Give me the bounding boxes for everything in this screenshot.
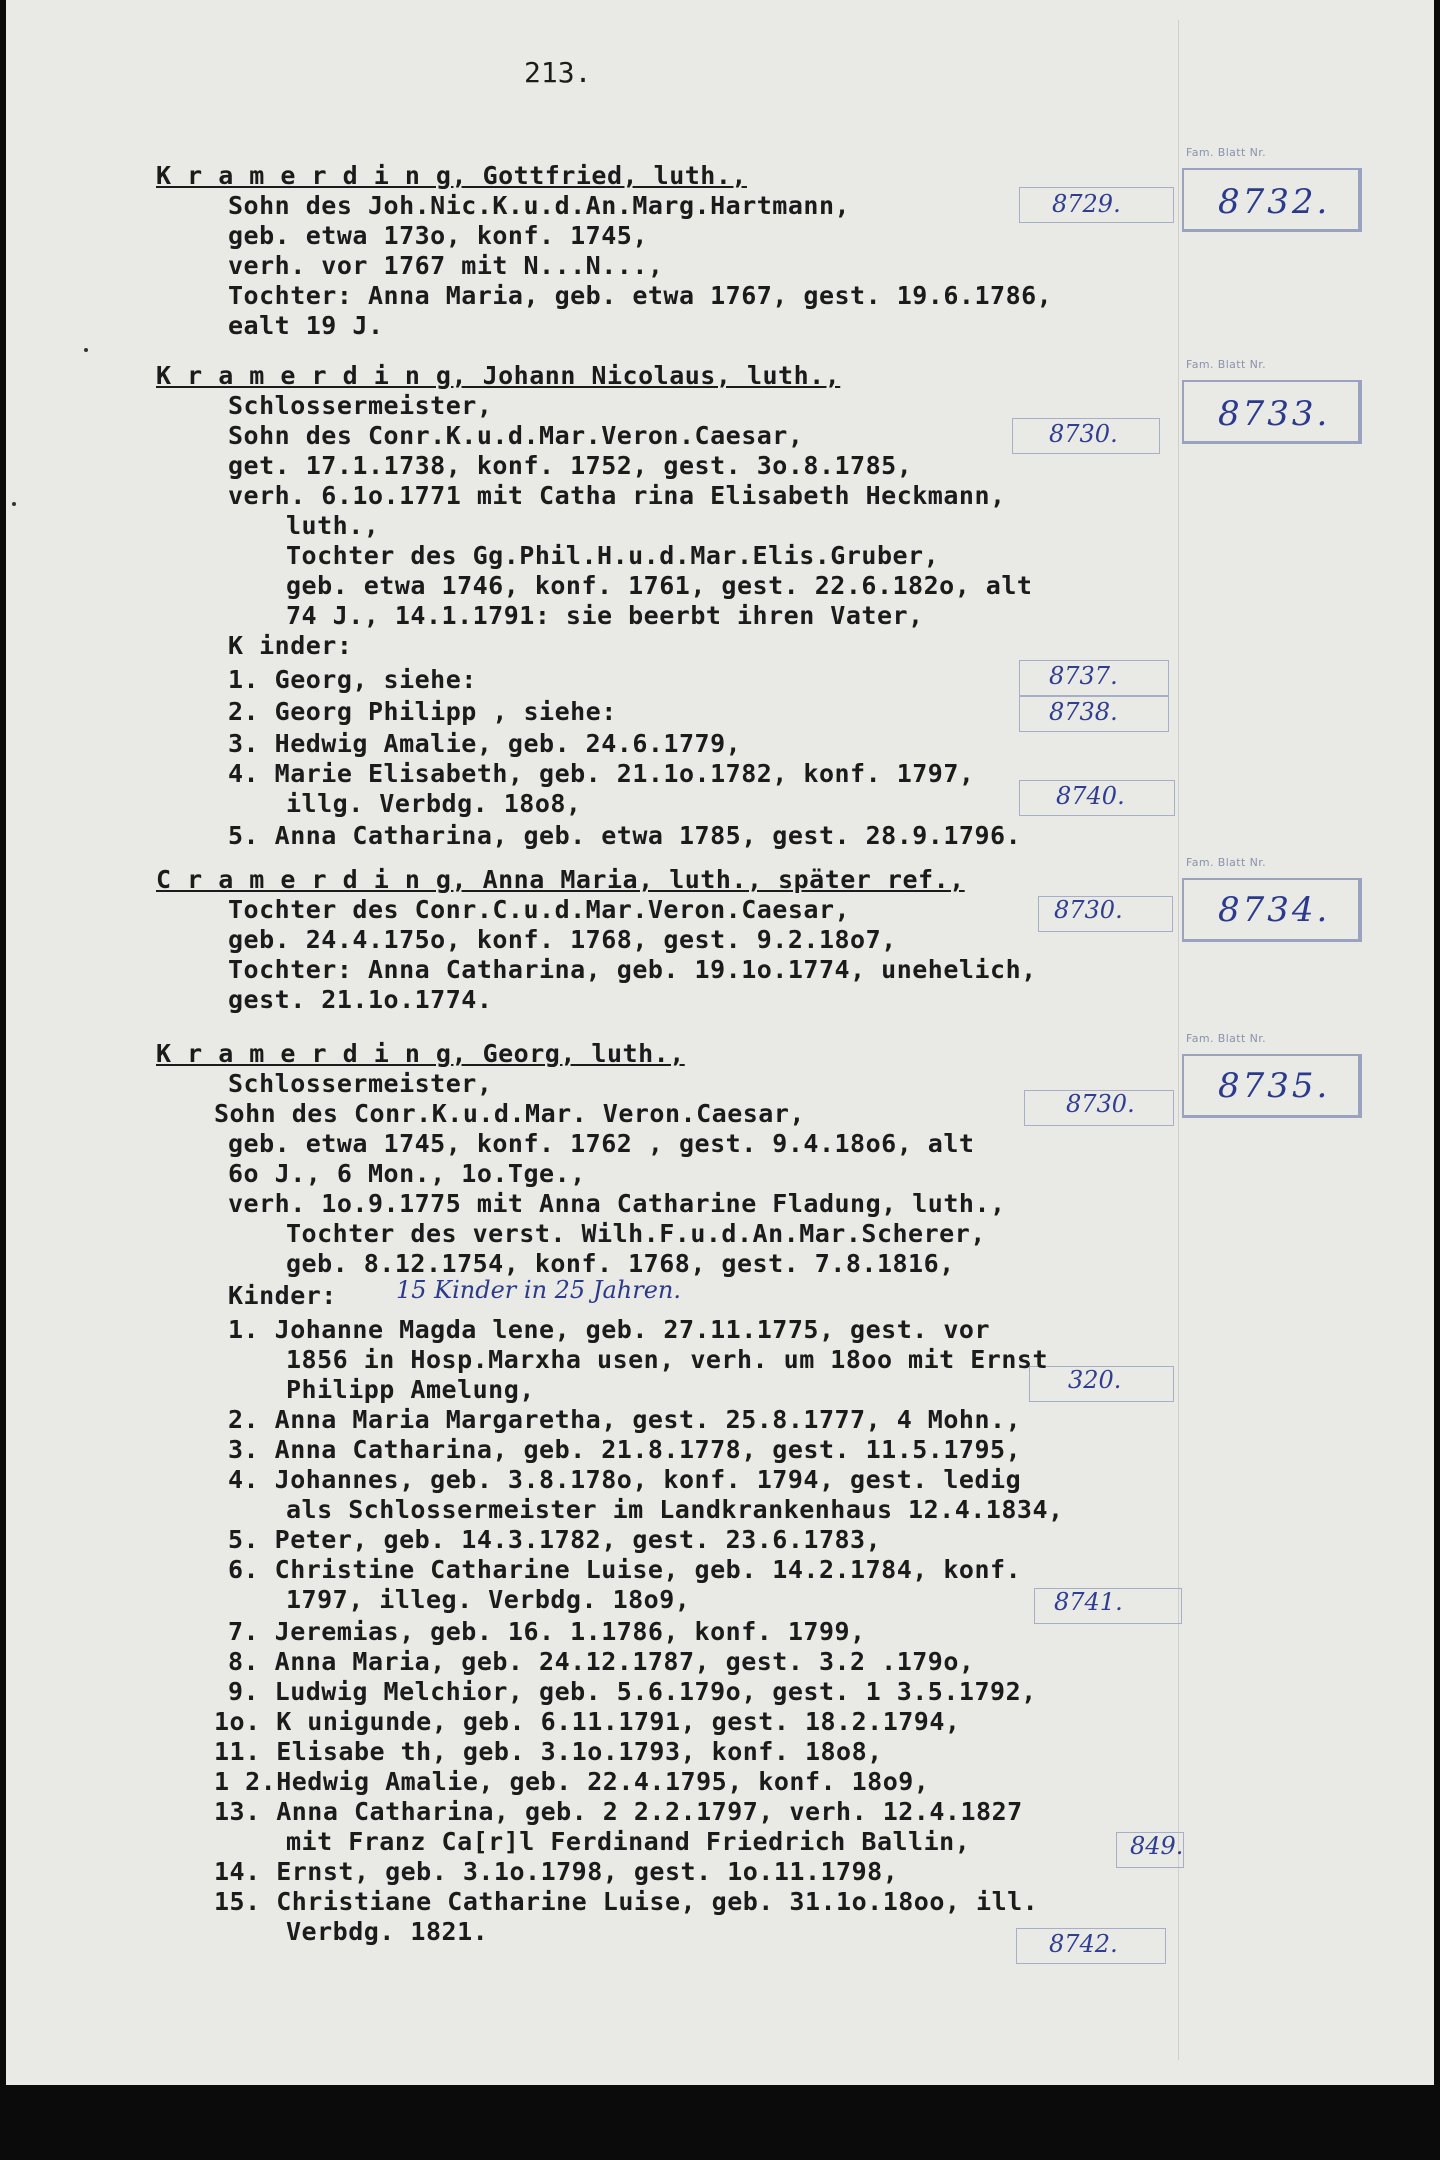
- entry-line: ealt 19 J.: [228, 311, 384, 340]
- entry-line: 6. Christine Catharine Luise, geb. 14.2.1784, konf.: [228, 1555, 1022, 1584]
- entry-line: get. 17.1.1738, konf. 1752, gest. 3o.8.1785,: [228, 451, 913, 480]
- entry-line: 9. Ludwig Melchior, geb. 5.6.179o, gest. 1 3.5.1792,: [228, 1677, 1037, 1706]
- entry-line: 13. Anna Catharina, geb. 2 2.2.1797, verh. 12.4.1827: [214, 1797, 1023, 1826]
- entry-line: Tochter: Anna Maria, geb. etwa 1767, gest. 19.6.1786,: [228, 281, 1053, 310]
- entry-line: 1 2.Hedwig Amalie, geb. 22.4.1795, konf. 18o9,: [214, 1767, 930, 1796]
- entry-line: 1797, illeg. Verbdg. 18o9,: [286, 1585, 691, 1614]
- entry-line: Tochter des Conr.C.u.d.Mar.Veron.Caesar,: [228, 895, 851, 924]
- column-divider: [1178, 20, 1179, 2060]
- entry-heading: K r a m e r d i n g, Gottfried, luth.,: [156, 161, 747, 190]
- entry-line: 3. Anna Catharina, geb. 21.8.1778, gest. 11.5.1795,: [228, 1435, 1022, 1464]
- fam-label: Fam. Blatt Nr.: [1186, 146, 1267, 159]
- ref-number: 8740.: [1056, 782, 1125, 810]
- ref-number: 849.: [1130, 1832, 1184, 1860]
- entry-line: 15. Christiane Catharine Luise, geb. 31.1o.18oo, ill.: [214, 1887, 1039, 1916]
- entry-line: 4. Johannes, geb. 3.8.178o, konf. 1794, gest. ledig: [228, 1465, 1022, 1494]
- entry-line: 2. Anna Maria Margaretha, gest. 25.8.1777, 4 Mohn.,: [228, 1405, 1022, 1434]
- entry-line: 4. Marie Elisabeth, geb. 21.1o.1782, konf. 1797,: [228, 759, 975, 788]
- entry-line: 7. Jeremias, geb. 16. 1.1786, konf. 1799,: [228, 1617, 866, 1646]
- entry-line: Verbdg. 1821.: [286, 1917, 489, 1946]
- page-number: 213.: [524, 56, 592, 89]
- entry-line: verh. 1o.9.1775 mit Anna Catharine Fladung, luth.,: [228, 1189, 1006, 1218]
- entry-line: gest. 21.1o.1774.: [228, 985, 493, 1014]
- fam-label: Fam. Blatt Nr.: [1186, 1032, 1267, 1045]
- fam-number: 8735.: [1218, 1066, 1331, 1106]
- entry-line: mit Franz Ca[r]l Ferdinand Friedrich Ballin,: [286, 1827, 971, 1856]
- entry-line: geb. 24.4.175o, konf. 1768, gest. 9.2.18o7,: [228, 925, 897, 954]
- handwritten-note: 15 Kinder in 25 Jahren.: [396, 1276, 681, 1304]
- entry-line: 14. Ernst, geb. 3.1o.1798, gest. 1o.11.1798,: [214, 1857, 899, 1886]
- fam-label: Fam. Blatt Nr.: [1186, 358, 1267, 371]
- entry-line: geb. etwa 1745, konf. 1762 , gest. 9.4.18o6, alt: [228, 1129, 975, 1158]
- entry-line: luth.,: [286, 511, 380, 540]
- entry-heading: C r a m e r d i n g, Anna Maria, luth., später ref.,: [156, 865, 965, 894]
- entry-line: 1. Georg, siehe:: [228, 665, 477, 694]
- entry-line: Tochter des verst. Wilh.F.u.d.An.Mar.Scherer,: [286, 1219, 986, 1248]
- ref-number: 320.: [1068, 1366, 1122, 1394]
- entry-line: 8. Anna Maria, geb. 24.12.1787, gest. 3.2 .179o,: [228, 1647, 975, 1676]
- entry-line: als Schlossermeister im Landkrankenhaus 12.4.1834,: [286, 1495, 1064, 1524]
- ref-number: 8730.: [1049, 420, 1118, 448]
- entry-line: Sohn des Conr.K.u.d.Mar. Veron.Caesar,: [214, 1099, 805, 1128]
- fam-label: Fam. Blatt Nr.: [1186, 856, 1267, 869]
- fam-number: 8733.: [1218, 394, 1331, 434]
- ref-number: 8742.: [1049, 1930, 1118, 1958]
- entry-line: 1856 in Hosp.Marxha usen, verh. um 18oo mit Ernst: [286, 1345, 1049, 1374]
- entry-line: Philipp Amelung,: [286, 1375, 535, 1404]
- entry-heading: K r a m e r d i n g, Johann Nicolaus, luth.,: [156, 361, 841, 390]
- entry-line: geb. etwa 173o, konf. 1745,: [228, 221, 648, 250]
- entry-line: 5. Peter, geb. 14.3.1782, gest. 23.6.1783,: [228, 1525, 882, 1554]
- entry-line: 1o. K unigunde, geb. 6.11.1791, gest. 18.2.1794,: [214, 1707, 961, 1736]
- entry-line: verh. 6.1o.1771 mit Catha rina Elisabeth Heckmann,: [228, 481, 1006, 510]
- entry-line: 74 J., 14.1.1791: sie beerbt ihren Vater,: [286, 601, 924, 630]
- fam-number: 8734.: [1218, 890, 1331, 930]
- entry-line: Sohn des Joh.Nic.K.u.d.An.Marg.Hartmann,: [228, 191, 851, 220]
- entry-line: illg. Verbdg. 18o8,: [286, 789, 582, 818]
- entry-line: geb. etwa 1746, konf. 1761, gest. 22.6.182o, alt: [286, 571, 1033, 600]
- ref-number: 8738.: [1049, 698, 1118, 726]
- ref-number: 8730.: [1054, 896, 1123, 924]
- ref-number: 8730.: [1066, 1090, 1135, 1118]
- margin-mark: [84, 348, 88, 352]
- entry-line: Tochter: Anna Catharina, geb. 19.1o.1774, unehelich,: [228, 955, 1037, 984]
- ref-number: 8741.: [1054, 1588, 1123, 1616]
- entry-line: 2. Georg Philipp , siehe:: [228, 697, 617, 726]
- entry-line: Tochter des Gg.Phil.H.u.d.Mar.Elis.Gruber,: [286, 541, 940, 570]
- fam-number: 8732.: [1218, 182, 1331, 222]
- entry-line: K inder:: [228, 631, 353, 660]
- entry-line: Sohn des Conr.K.u.d.Mar.Veron.Caesar,: [228, 421, 804, 450]
- entry-line: 6o J., 6 Mon., 1o.Tge.,: [228, 1159, 586, 1188]
- document-page: [6, 0, 1434, 2085]
- entry-line: Schlossermeister,: [228, 391, 493, 420]
- entry-line: 11. Elisabe th, geb. 3.1o.1793, konf. 18o8,: [214, 1737, 883, 1766]
- ref-number: 8737.: [1049, 662, 1118, 690]
- margin-mark: [12, 502, 16, 506]
- ref-number: 8729.: [1052, 190, 1121, 218]
- entry-line: geb. 8.12.1754, konf. 1768, gest. 7.8.1816,: [286, 1249, 955, 1278]
- entry-heading: K r a m e r d i n g, Georg, luth.,: [156, 1039, 685, 1068]
- entry-line: 5. Anna Catharina, geb. etwa 1785, gest. 28.9.1796.: [228, 821, 1022, 850]
- entry-line: Kinder:: [228, 1281, 337, 1310]
- entry-line: Schlossermeister,: [228, 1069, 493, 1098]
- entry-line: 1. Johanne Magda lene, geb. 27.11.1775, gest. vor: [228, 1315, 991, 1344]
- entry-line: 3. Hedwig Amalie, geb. 24.6.1779,: [228, 729, 742, 758]
- entry-line: verh. vor 1767 mit N...N...,: [228, 251, 664, 280]
